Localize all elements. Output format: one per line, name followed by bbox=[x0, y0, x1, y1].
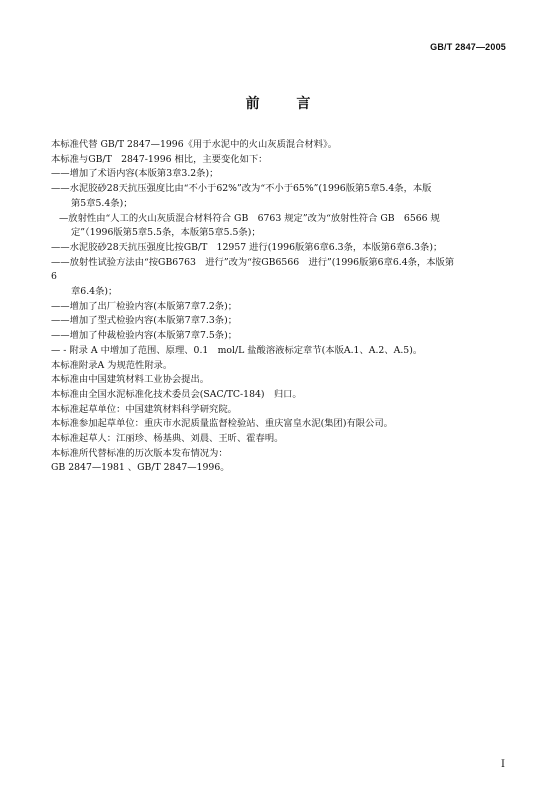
paragraph-line: 本标准所代替标准的历次版本发布情况为： bbox=[51, 447, 228, 459]
paragraph-line: 本标准附录A 为规范性附录。 bbox=[51, 359, 173, 371]
paragraph-line: 本标准与GB/T 2847-1996 相比，主要变化如下： bbox=[51, 153, 268, 165]
foreword-body bbox=[51, 138, 511, 476]
change-item: ——水泥胶砂28天抗压强度比由“不小于62%”改为“不小于65%”(1996版第5章5.4条，本版 bbox=[51, 183, 432, 195]
change-item: —放射性由“人工的火山灰质混合材料符合 GB 6763 规定”改为“放射性符合 GB 6566 规 bbox=[59, 212, 440, 224]
paragraph-line: 本标准代替 GB/T 2847—1996《用于水泥中的火山灰质混合材料》。 bbox=[51, 139, 338, 150]
change-item-continuation: 第5章5.4条)； bbox=[71, 197, 133, 209]
change-item-continuation: 定”（1996版第5章5.5条，本版第5章5.5条)； bbox=[71, 227, 261, 239]
page-number: I bbox=[501, 759, 505, 770]
change-item: ——增加了出厂检验内容(本版第7章7.2条)； bbox=[51, 300, 238, 312]
change-item: ——增加了术语内容(本版第3章3.2条)； bbox=[51, 168, 219, 180]
change-item-continuation: 章6.4条)； bbox=[71, 286, 118, 298]
standard-code: GB/T 2847—2005 bbox=[430, 42, 506, 52]
paragraph-line: 本标准起草人：江丽珍、杨基典、刘晨、王昕、霍春明。 bbox=[51, 433, 284, 445]
change-item-continuation: 6 bbox=[51, 271, 57, 283]
change-item: — - 附录 A 中增加了范围、原理、0.1 mol/L 盐酸溶液标定章节(本版A.1、A.2、A.5)。 bbox=[51, 344, 423, 356]
paragraph-line: 本标准参加起草单位：重庆市水泥质量监督检验站、重庆富皇水泥(集团)有限公司。 bbox=[51, 418, 393, 430]
change-item: ——增加了型式检验内容(本版第7章7.3条)； bbox=[51, 315, 238, 327]
change-item: ——放射性试验方法由“按GB6763 进行”改为“按GB6566 进行”(1996版第6章6.4条，本版第 bbox=[51, 256, 455, 268]
page-title: 前 言 bbox=[245, 96, 327, 112]
paragraph-line: GB 2847—1981 、GB/T 2847—1996。 bbox=[51, 462, 230, 474]
paragraph-line: 本标准由全国水泥标准化技术委员会(SAC/TC-184) 归口。 bbox=[51, 388, 302, 400]
change-item: ——水泥胶砂28天抗压强度比按GB/T 12957 进行(1996版第6章6.3条，本版第6章6.3条)； bbox=[51, 241, 443, 253]
change-item: ——增加了仲裁检验内容(本版第7章7.5条)； bbox=[51, 330, 238, 342]
paragraph-line: 本标准由中国建筑材料工业协会提出。 bbox=[51, 374, 210, 386]
paragraph-line: 本标准起草单位：中国建筑材料科学研究院。 bbox=[51, 403, 237, 415]
